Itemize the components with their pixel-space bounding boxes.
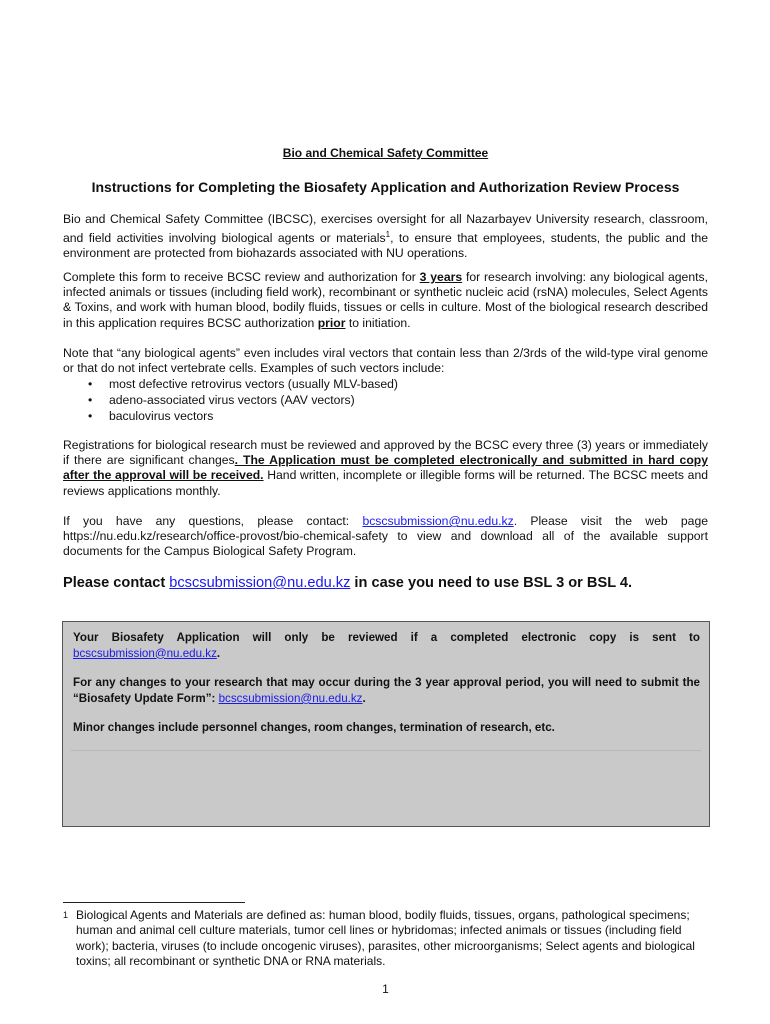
email-link[interactable]: bcscsubmission@nu.edu.kz	[362, 514, 514, 528]
footnote-ref: 1	[385, 230, 391, 240]
authorization-paragraph	[63, 270, 708, 331]
footnote-mark: 1	[63, 910, 69, 920]
committee-header: Bio and Chemical Safety Committee	[282, 146, 489, 160]
email-link[interactable]: bcscsubmission@nu.edu.kz	[169, 575, 351, 591]
footnote-text: Biological Agents and Materials are defined as: human blood, bodily fluids, tissues, organs, pathological specimens; human and animal cell culture materials, tumor cell lines or hybridomas; infected animals or tissues (including field work); bacteria, viruses (to include oncogenic viruses), parasites, other microorganisms; Select agents and biological toxins; all recombinant or synthetic DNA or RNA materials.	[76, 908, 695, 969]
footnote-separator	[63, 902, 245, 903]
list-item: • adeno-associated virus vectors (AAV vectors)	[63, 393, 398, 409]
prior-emphasis: prior	[317, 315, 346, 330]
box-divider	[71, 750, 701, 751]
authorization-text-cont: for research involving: any biological agents, infected animals or tissues (including field work), recombinant or synthetic nucleic acid (rsNA) molecules, Select Agents & Toxins, and work with human blood, bodily fluids, tissues or cells in culture. Most of the biological research described in this application requires BCSC authorization	[63, 270, 708, 330]
notice-review-end: .	[216, 646, 221, 660]
notice-review-text: Your Biosafety Application will only be reviewed if a completed electronic copy is sent to	[73, 631, 700, 644]
list-item: • most defective retrovirus vectors (usually MLV-based)	[63, 377, 398, 393]
notice-changes	[73, 675, 700, 706]
notice-changes-text: For any changes to your research that may occur during the 3 year approval period, you will need to submit the “Biosafety Update Form”:	[73, 676, 700, 705]
notice-box	[62, 621, 710, 827]
three-years-emphasis: 3 years	[419, 270, 463, 284]
bsl-contact-line	[63, 576, 708, 591]
intro-paragraph	[63, 212, 708, 262]
registration-text-cont: Hand written, incomplete or illegible forms will be returned. The BCSC meets and reviews applications monthly.	[63, 468, 708, 498]
list-item: • baculovirus vectors	[63, 409, 398, 425]
contact-text-cont: in case you need to use BSL 3 or BSL 4.	[350, 575, 633, 591]
registration-paragraph	[63, 438, 708, 499]
questions-text-cont: . Please visit the web page https://nu.edu.kz/research/office-provost/bio-chemical-safety to view and download all of the available support documents for the Campus Biological Safety Program.	[63, 514, 709, 559]
notice-changes-end: .	[362, 691, 366, 705]
questions-text: If you have any questions, please contact:	[63, 514, 363, 528]
authorization-text-end: to initiation.	[345, 315, 411, 330]
vector-examples-list	[63, 377, 398, 424]
electronic-submission-emphasis: . The Application must be completed electronically and submitted in hard copy after the approval will be received.	[63, 453, 709, 483]
authorization-text: Complete this form to receive BCSC review and authorization for	[63, 270, 420, 284]
intro-text: Bio and Chemical Safety Committee (IBCSC), exercises oversight for all Nazarbayev University research, classroom, and field activities involving biological agents or materials	[63, 212, 708, 246]
intro-text-cont: , to ensure that employees, students, the public and the environment are protected from biohazards associated with NU operations.	[63, 231, 708, 261]
email-link[interactable]: bcscsubmission@nu.edu.kz	[73, 646, 217, 660]
viral-vectors-paragraph: Note that “any biological agents” even includes viral vectors that contain less than 2/3rds of the wild-type viral genome or that do not infect vertebrate cells. Examples of such vectors include:	[63, 346, 708, 376]
email-link[interactable]: bcscsubmission@nu.edu.kz	[218, 691, 363, 705]
page-title: Instructions for Completing the Biosafety Application and Authorization Review Process	[91, 179, 680, 195]
notice-review	[73, 630, 700, 661]
questions-paragraph	[63, 514, 708, 560]
contact-text: Please contact	[63, 575, 170, 591]
notice-minor-changes: Minor changes include personnel changes, room changes, termination of research, etc.	[73, 721, 555, 735]
registration-text: Registrations for biological research must be reviewed and approved by the BCSC every three (3) years or immediately if there are significant changes	[63, 438, 708, 468]
page-number: 1	[382, 982, 389, 996]
